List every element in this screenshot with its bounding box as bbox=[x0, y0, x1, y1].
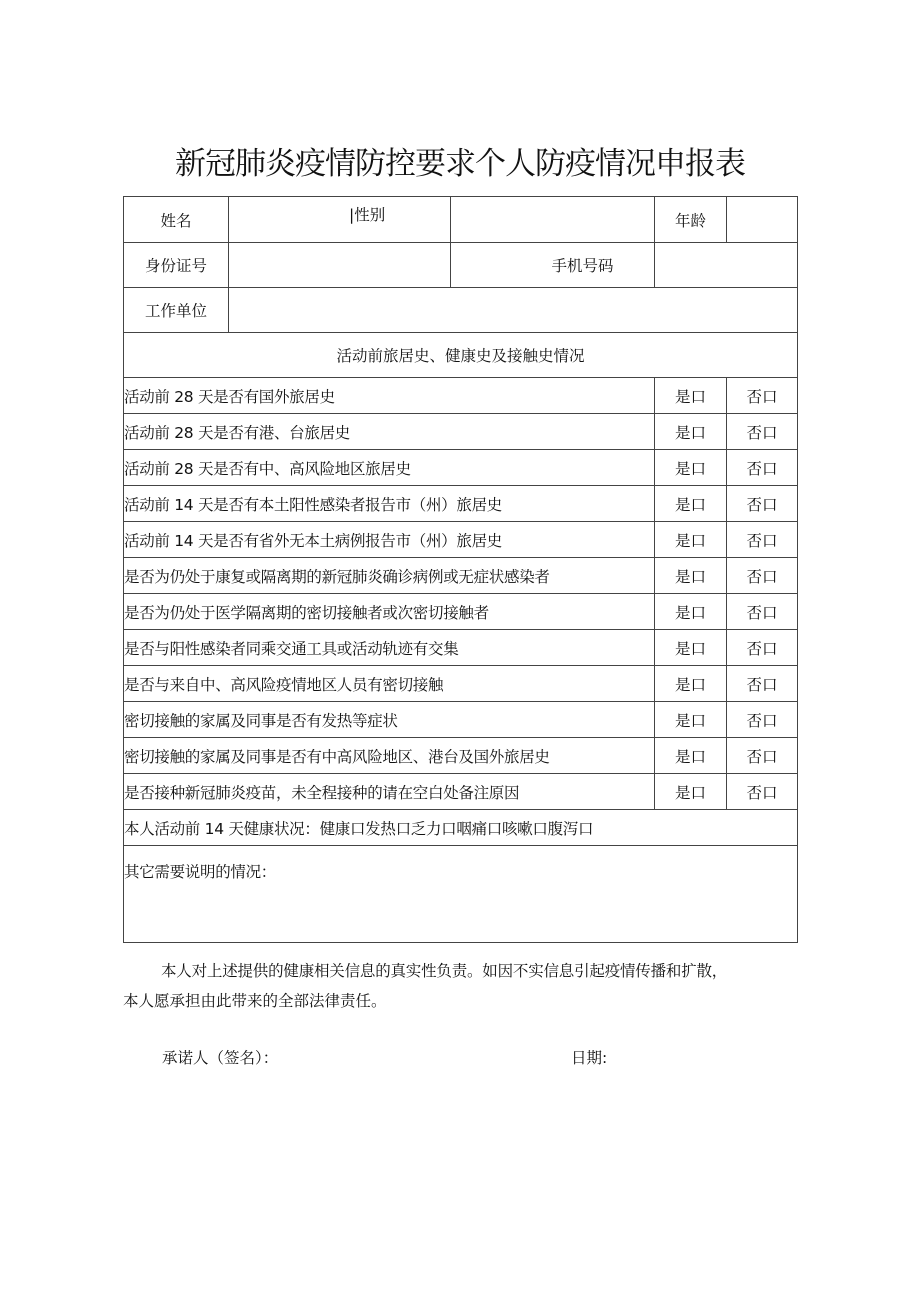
question-text: 是否与阳性感染者同乘交通工具或活动轨迹有交集 bbox=[124, 630, 655, 666]
question-row bbox=[124, 486, 798, 522]
no-checkbox[interactable]: 否口 bbox=[727, 450, 798, 486]
question-row bbox=[124, 522, 798, 558]
gender-label: |性别 bbox=[229, 197, 451, 243]
yes-checkbox[interactable]: 是口 bbox=[655, 702, 727, 738]
question-text: 密切接触的家属及同事是否有发热等症状 bbox=[124, 702, 655, 738]
yes-checkbox[interactable]: 是口 bbox=[655, 666, 727, 702]
question-text: 是否为仍处于医学隔离期的密切接触者或次密切接触者 bbox=[124, 594, 655, 630]
no-checkbox[interactable]: 否口 bbox=[727, 630, 798, 666]
health-status-checkboxes[interactable]: 本人活动前 14 天健康状况：健康口发热口乏力口咽痛口咳嗽口腹泻口 bbox=[124, 810, 798, 846]
section-heading-row bbox=[124, 333, 798, 378]
question-text: 是否接种新冠肺炎疫苗，未全程接种的请在空白处备注原因 bbox=[124, 774, 655, 810]
question-row bbox=[124, 450, 798, 486]
no-checkbox[interactable]: 否口 bbox=[727, 702, 798, 738]
question-text: 活动前 14 天是否有省外无本土病例报告市（州）旅居史 bbox=[124, 522, 655, 558]
signature-label[interactable]: 承诺人（签名）： bbox=[162, 1049, 279, 1067]
yes-checkbox[interactable]: 是口 bbox=[655, 738, 727, 774]
row-work-unit bbox=[124, 288, 798, 333]
yes-checkbox[interactable]: 是口 bbox=[655, 450, 727, 486]
question-text: 活动前 28 天是否有国外旅居史 bbox=[124, 378, 655, 414]
row-name-gender-age bbox=[124, 197, 798, 243]
yes-checkbox[interactable]: 是口 bbox=[655, 594, 727, 630]
question-row bbox=[124, 558, 798, 594]
phone-field[interactable] bbox=[655, 243, 798, 288]
gender-value-field[interactable] bbox=[451, 197, 655, 243]
no-checkbox[interactable]: 否口 bbox=[727, 594, 798, 630]
date-label[interactable]: 日期: bbox=[571, 1049, 608, 1067]
yes-checkbox[interactable]: 是口 bbox=[655, 414, 727, 450]
question-row bbox=[124, 630, 798, 666]
name-label: 姓名 bbox=[124, 197, 229, 243]
other-notes-field[interactable]: 其它需要说明的情况： bbox=[124, 846, 798, 943]
question-row bbox=[124, 738, 798, 774]
yes-checkbox[interactable]: 是口 bbox=[655, 378, 727, 414]
age-label: 年龄 bbox=[655, 197, 727, 243]
question-row bbox=[124, 414, 798, 450]
question-text: 密切接触的家属及同事是否有中高风险地区、港台及国外旅居史 bbox=[124, 738, 655, 774]
question-row bbox=[124, 774, 798, 810]
no-checkbox[interactable]: 否口 bbox=[727, 522, 798, 558]
no-checkbox[interactable]: 否口 bbox=[727, 666, 798, 702]
section-heading: 活动前旅居史、健康史及接触史情况 bbox=[124, 333, 798, 378]
work-unit-field[interactable] bbox=[229, 288, 798, 333]
question-text: 活动前 28 天是否有中、高风险地区旅居史 bbox=[124, 450, 655, 486]
health-status-row bbox=[124, 810, 798, 846]
pledge-line-1: 本人对上述提供的健康相关信息的真实性负责。如因不实信息引起疫情传播和扩散， bbox=[161, 962, 728, 980]
yes-checkbox[interactable]: 是口 bbox=[655, 522, 727, 558]
no-checkbox[interactable]: 否口 bbox=[727, 378, 798, 414]
no-checkbox[interactable]: 否口 bbox=[727, 558, 798, 594]
yes-checkbox[interactable]: 是口 bbox=[655, 630, 727, 666]
yes-checkbox[interactable]: 是口 bbox=[655, 558, 727, 594]
no-checkbox[interactable]: 否口 bbox=[727, 486, 798, 522]
yes-checkbox[interactable]: 是口 bbox=[655, 774, 727, 810]
form-title: 新冠肺炎疫情防控要求个人防疫情况申报表 bbox=[175, 146, 745, 182]
yes-checkbox[interactable]: 是口 bbox=[655, 486, 727, 522]
question-row bbox=[124, 594, 798, 630]
declaration-table bbox=[123, 196, 798, 943]
work-unit-label: 工作单位 bbox=[124, 288, 229, 333]
question-row bbox=[124, 666, 798, 702]
question-text: 是否为仍处于康复或隔离期的新冠肺炎确诊病例或无症状感染者 bbox=[124, 558, 655, 594]
id-number-field[interactable] bbox=[229, 243, 451, 288]
age-value-field[interactable] bbox=[727, 197, 798, 243]
question-text: 是否与来自中、高风险疫情地区人员有密切接触 bbox=[124, 666, 655, 702]
phone-label: 手机号码 bbox=[451, 243, 655, 288]
id-number-label: 身份证号 bbox=[124, 243, 229, 288]
no-checkbox[interactable]: 否口 bbox=[727, 774, 798, 810]
question-row bbox=[124, 702, 798, 738]
question-text: 活动前 14 天是否有本土阳性感染者报告市（州）旅居史 bbox=[124, 486, 655, 522]
other-notes-row bbox=[124, 846, 798, 943]
pledge-statement bbox=[123, 956, 797, 1016]
pledge-line-2: 本人愿承担由此带来的全部法律责任。 bbox=[123, 992, 387, 1010]
no-checkbox[interactable]: 否口 bbox=[727, 414, 798, 450]
question-text: 活动前 28 天是否有港、台旅居史 bbox=[124, 414, 655, 450]
no-checkbox[interactable]: 否口 bbox=[727, 738, 798, 774]
row-id-phone bbox=[124, 243, 798, 288]
question-row bbox=[124, 378, 798, 414]
